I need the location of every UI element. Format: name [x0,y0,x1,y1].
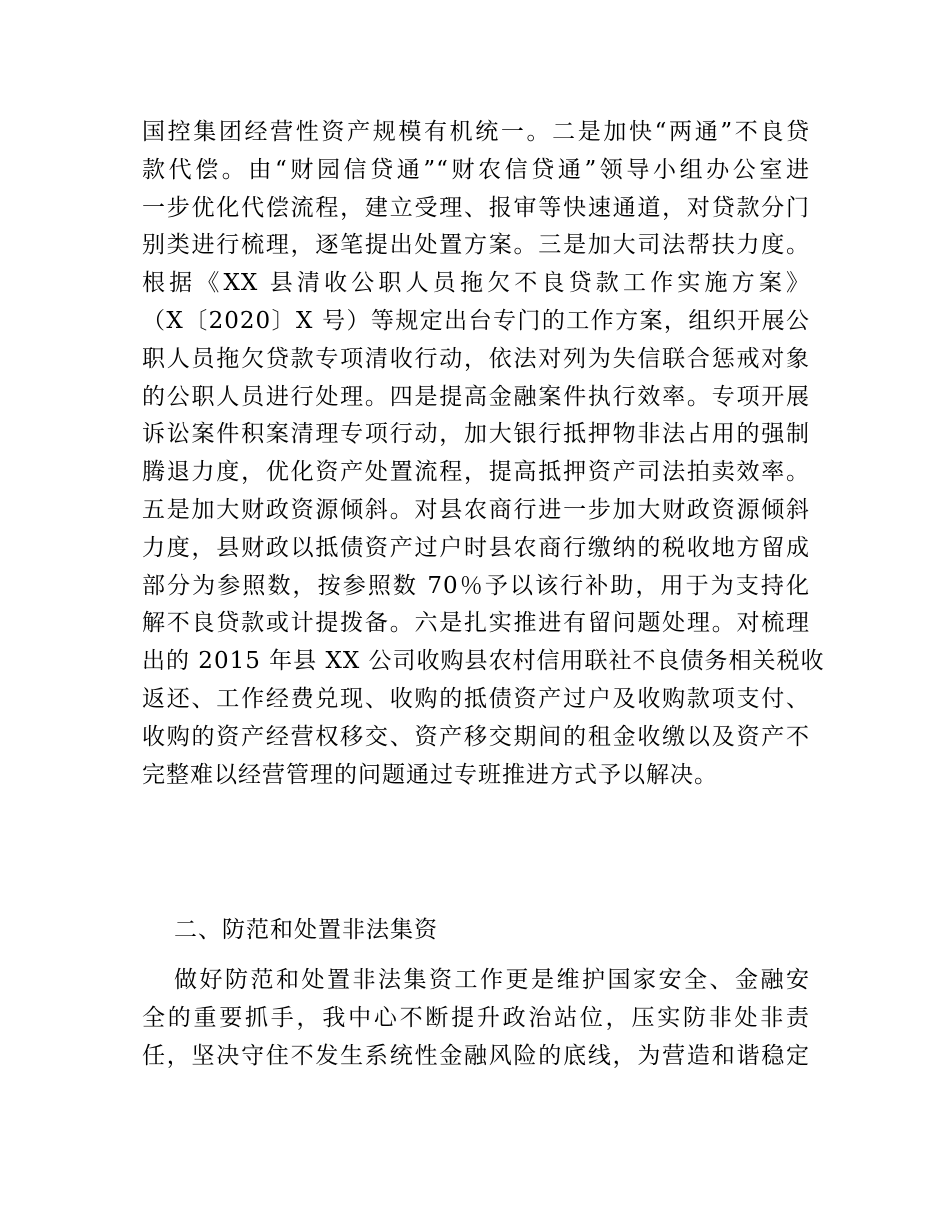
text-line: 做好防范和处置非法集资工作更是维护国家安全、金融安 [174,967,810,993]
section-heading-2: 二、防范和处置非法集资 [174,917,438,943]
text-line: 力度，县财政以抵债资产过户时县农商行缴纳的税收地方留成 [142,534,810,561]
text-line: 出的 2015 年县 XX 公司收购县农村信用联社不良债务相关税收 [142,648,825,675]
text-line: 的公职人员进行处理。四是提高金融案件执行效率。专项开展 [142,383,810,410]
text-line: 款代偿。由“财园信贷通”“财农信贷通”领导小组办公室进 [142,156,810,183]
text-line: 全的重要抓手，我中心不断提升政治站位，压实防非处非责 [142,1004,810,1031]
text-line: 别类进行梳理，逐笔提出处置方案。三是加大司法帮扶力度。 [142,232,810,259]
text-line: 五是加大财政资源倾斜。对县农商行进一步加大财政资源倾斜 [142,496,810,523]
text-line: 完整难以经营管理的问题通过专班推进方式予以解决。 [142,761,718,788]
text-line: 腾退力度，优化资产处置流程，提高抵押资产司法拍卖效率。 [142,459,810,486]
text-line: （X〔2020〕X 号）等规定出台专门的工作方案，组织开展公 [142,307,810,334]
body-paragraph-1 [142,114,825,794]
text-line: 返还、工作经费兑现、收购的抵债资产过户及收购款项支付、 [142,685,810,712]
text-line: 国控集团经营性资产规模有机统一。二是加快“两通”不良贷 [142,119,810,145]
text-line: 任，坚决守住不发生系统性金融风险的底线，为营造和谐稳定 [142,1042,810,1069]
text-line: 部分为参照数，按参照数 70％予以该行补助，用于为支持化 [142,572,810,599]
text-line: 解不良贷款或计提拨备。六是扎实推进有留问题处理。对梳理 [142,610,810,637]
text-line: 职人员拖欠贷款专项清收行动，依法对列为失信联合惩戒对象 [142,345,810,372]
text-line: 一步优化代偿流程，建立受理、报审等快速通道，对贷款分门 [142,194,810,221]
body-paragraph-2 [142,962,810,1075]
text-line: 收购的资产经营权移交、资产移交期间的租金收缴以及资产不 [142,723,810,750]
text-line: 根据《XX 县清收公职人员拖欠不良贷款工作实施方案》 [142,270,810,297]
text-line: 诉讼案件积案清理专项行动，加大银行抵押物非法占用的强制 [142,421,810,448]
